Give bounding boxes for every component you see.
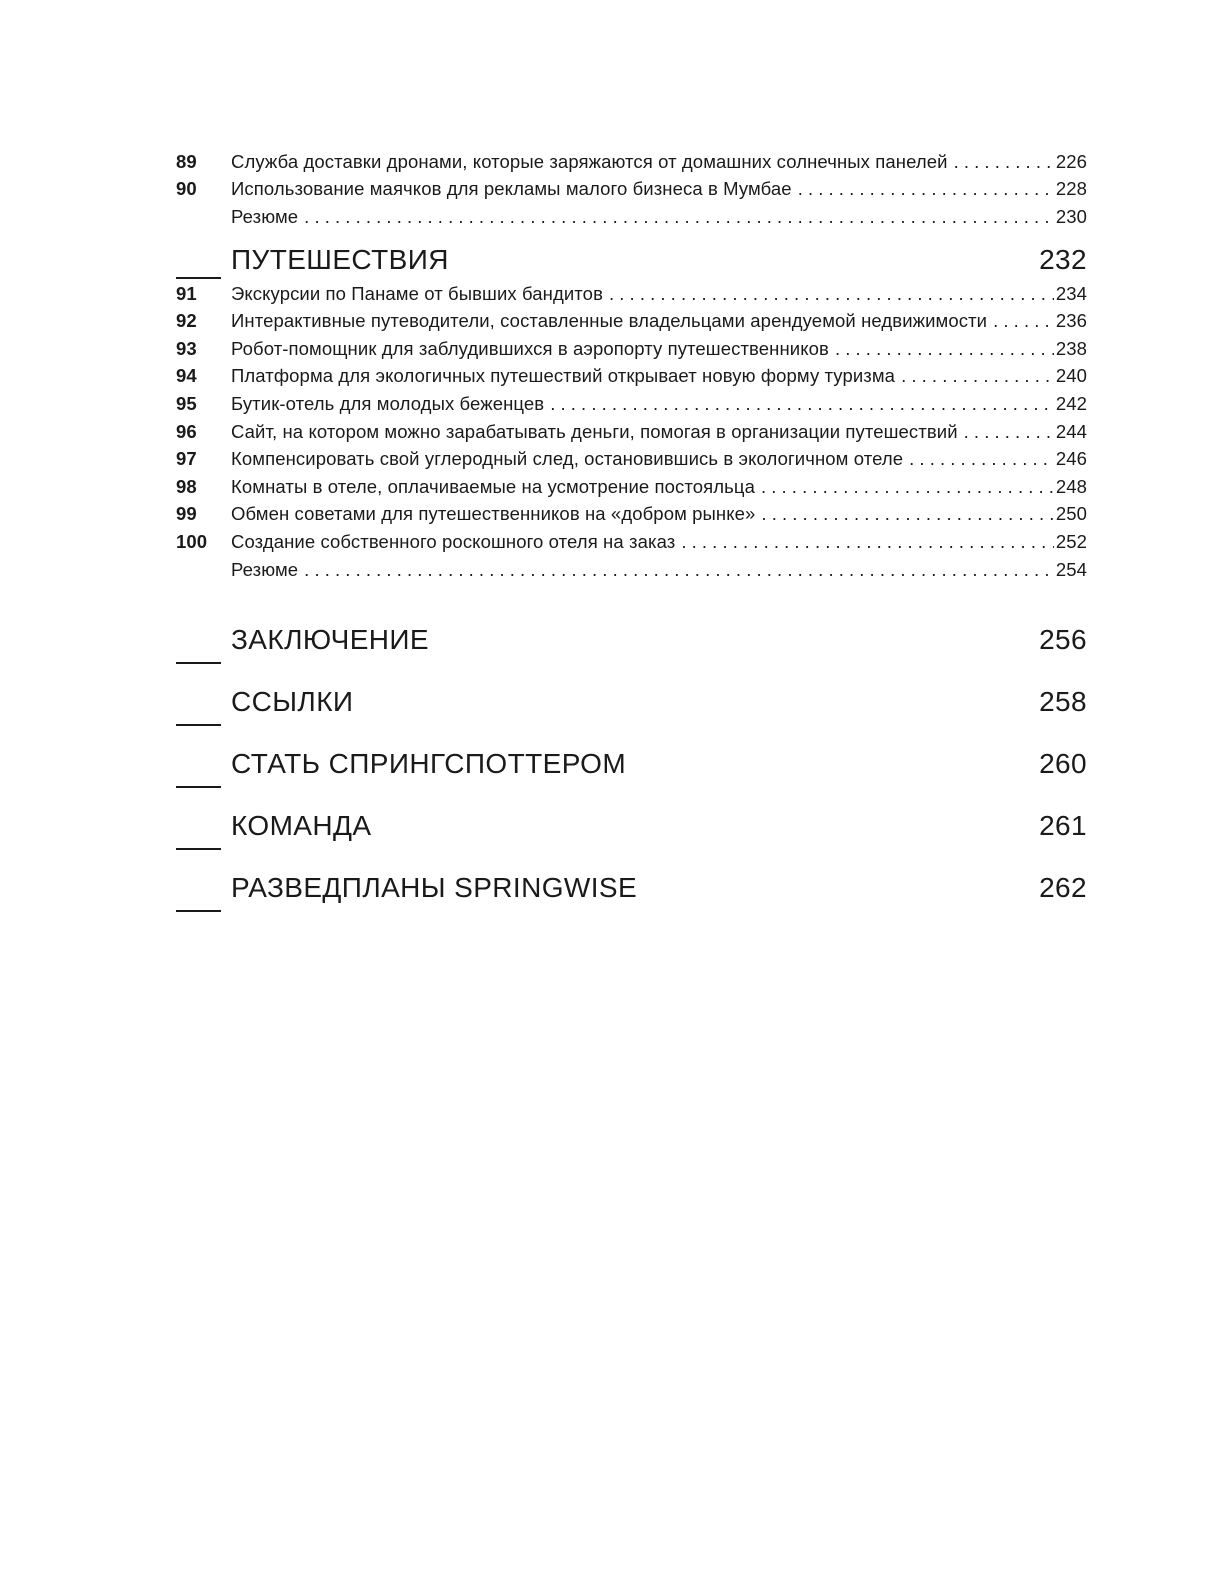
section-page: 261 [1039,810,1087,842]
toc-entry[interactable] [176,176,1087,204]
section-heading-links[interactable] [176,671,1087,733]
section-rule [176,786,221,788]
table-of-contents [176,148,1087,919]
leader-dots [835,338,1054,360]
section-heading-conclusion[interactable] [176,609,1087,671]
entry-page: 240 [1055,365,1087,387]
entry-number: 96 [176,420,197,442]
section-rule [176,724,221,726]
entry-title: Обмен советами для путешественников на «добром рынке» [231,503,756,525]
entry-number: 98 [176,475,197,497]
toc-entry[interactable] [176,501,1087,529]
toc-entry[interactable] [176,556,1087,584]
toc-entry[interactable] [176,335,1087,363]
leader-dots [304,206,1054,228]
leader-dots [550,393,1054,415]
section-page: 258 [1039,686,1087,718]
entry-page: 242 [1055,392,1087,414]
toc-entry[interactable] [176,390,1087,418]
entry-title: Резюме [231,205,299,227]
section-title: КОМАНДА [231,810,372,842]
entry-title: Использование маячков для рекламы малого бизнеса в Мумбае [231,178,792,200]
section-title: ЗАКЛЮЧЕНИЕ [231,624,429,656]
entry-title: Платформа для экологичных путешествий открывает новую форму туризма [231,365,896,387]
leader-dots [954,151,1054,173]
toc-entry[interactable] [176,148,1087,176]
section-page: 232 [1039,243,1087,275]
entry-title: Создание собственного роскошного отеля на заказ [231,530,676,552]
entry-page: 238 [1055,337,1087,359]
entry-page: 226 [1055,150,1087,172]
leader-dots [761,503,1053,525]
entry-page: 230 [1055,205,1087,227]
leader-dots [761,476,1054,498]
entry-title: Комнаты в отеле, оплачиваемые на усмотрение постояльца [231,475,755,497]
entry-page: 246 [1055,448,1087,470]
toc-entry[interactable] [176,445,1087,473]
section-page: 260 [1039,748,1087,780]
leader-dots [901,365,1054,387]
toc-entry[interactable] [176,363,1087,391]
leader-dots [964,421,1054,443]
entry-title: Сайт, на котором можно зарабатывать деньги, помогая в организации путешествий [231,420,958,442]
section-title: ПУТЕШЕСТВИЯ [231,243,449,275]
toc-entry[interactable] [176,418,1087,446]
entry-page: 236 [1055,310,1087,332]
leader-dots [681,531,1054,553]
entry-number: 100 [176,530,208,552]
section-title: РАЗВЕДПЛАНЫ SPRINGWISE [231,872,638,904]
leader-dots [304,559,1054,581]
leader-dots [993,310,1054,332]
section-rule [176,662,221,664]
section-page: 262 [1039,872,1087,904]
section-heading-become-springspotter[interactable] [176,733,1087,795]
entry-number: 94 [176,365,197,387]
entry-title: Интерактивные путеводители, составленные владельцами арендуемой недвижимости [231,310,988,332]
entry-number: 95 [176,392,197,414]
section-page: 256 [1039,624,1087,656]
toc-entry[interactable] [176,307,1087,335]
toc-entry[interactable] [176,280,1087,308]
section-heading-springwise-intel[interactable] [176,857,1087,919]
leader-dots [909,448,1054,470]
entry-number: 89 [176,150,197,172]
toc-entry[interactable] [176,473,1087,501]
entry-title: Бутик-отель для молодых беженцев [231,392,545,414]
entry-title: Компенсировать свой углеродный след, остановившись в экологичном отеле [231,448,904,470]
entry-title: Резюме [231,558,299,580]
entry-number: 93 [176,337,197,359]
entry-title: Экскурсии по Панаме от бывших бандитов [231,282,603,304]
section-heading-team[interactable] [176,795,1087,857]
section-rule [176,848,221,850]
section-rule [176,277,221,279]
entry-title: Робот-помощник для заблудившихся в аэропорту путешественников [231,337,829,359]
section-rule [176,910,221,912]
section-title: ССЫЛКИ [231,686,354,718]
entry-number: 91 [176,282,197,304]
entry-page: 248 [1055,475,1087,497]
leader-dots [609,283,1054,305]
entry-page: 228 [1055,178,1087,200]
entry-number: 90 [176,178,197,200]
entry-number: 97 [176,448,197,470]
toc-entry[interactable] [176,528,1087,556]
entry-number: 99 [176,503,197,525]
toc-entry[interactable] [176,203,1087,231]
entry-page: 252 [1055,530,1087,552]
entry-page: 250 [1055,503,1087,525]
entry-page: 244 [1055,420,1087,442]
entry-page: 254 [1055,558,1087,580]
entry-title: Служба доставки дронами, которые заряжаются от домашних солнечных панелей [231,150,948,172]
section-heading-travel[interactable] [176,234,1087,286]
section-title: СТАТЬ СПРИНГСПОТТЕРОМ [231,748,627,780]
entry-page: 234 [1055,282,1087,304]
leader-dots [798,178,1054,200]
entry-number: 92 [176,310,197,332]
